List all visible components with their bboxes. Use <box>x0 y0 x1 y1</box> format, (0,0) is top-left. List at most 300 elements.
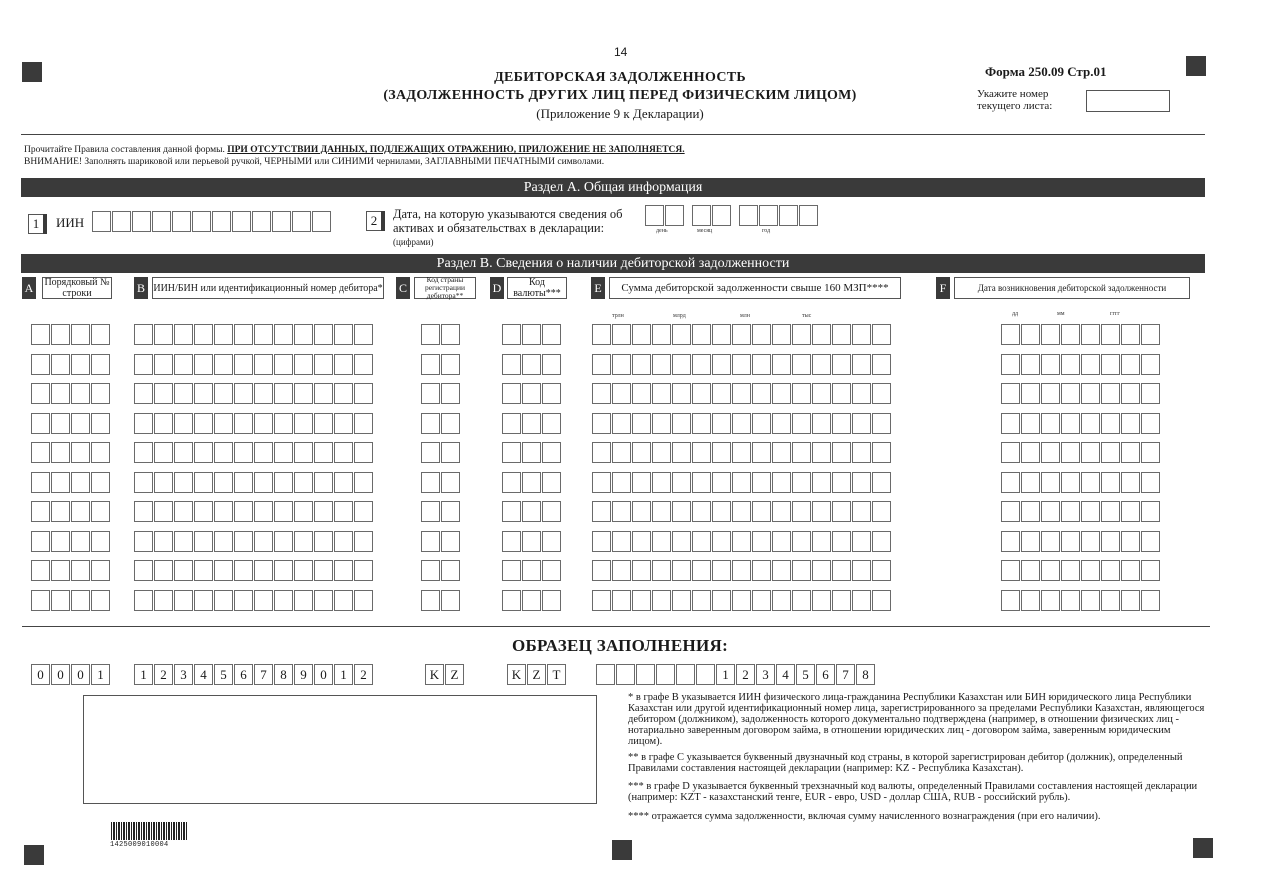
table-cell[interactable] <box>752 501 771 522</box>
table-cell[interactable] <box>812 442 831 463</box>
table-cell[interactable] <box>832 413 851 434</box>
iin-cell[interactable] <box>312 211 331 232</box>
table-cell[interactable] <box>612 531 631 552</box>
table-cell[interactable] <box>71 590 90 611</box>
table-cell[interactable] <box>1081 590 1100 611</box>
table-cell[interactable] <box>542 531 561 552</box>
table-cell[interactable] <box>652 531 671 552</box>
table-cell[interactable] <box>214 590 233 611</box>
table-cell[interactable] <box>334 383 353 404</box>
table-cell[interactable] <box>421 531 440 552</box>
table-cell[interactable] <box>632 501 651 522</box>
table-cell[interactable] <box>752 472 771 493</box>
debtor-id-cells[interactable] <box>134 472 373 493</box>
table-cell[interactable] <box>752 560 771 581</box>
table-cell[interactable] <box>134 560 153 581</box>
table-cell[interactable] <box>502 472 521 493</box>
table-cell[interactable] <box>792 413 811 434</box>
debtor-id-cells[interactable] <box>134 442 373 463</box>
table-cell[interactable] <box>732 531 751 552</box>
table-cell[interactable] <box>314 472 333 493</box>
amount-cells[interactable] <box>592 442 891 463</box>
table-cell[interactable] <box>632 590 651 611</box>
table-cell[interactable] <box>254 354 273 375</box>
iin-cell[interactable] <box>112 211 131 232</box>
table-cell[interactable] <box>672 590 691 611</box>
table-cell[interactable] <box>31 501 50 522</box>
table-cell[interactable] <box>1021 472 1040 493</box>
table-cell[interactable] <box>672 531 691 552</box>
table-cell[interactable] <box>542 413 561 434</box>
table-cell[interactable] <box>1061 472 1080 493</box>
table-cell[interactable] <box>31 560 50 581</box>
table-cell[interactable] <box>71 383 90 404</box>
table-cell[interactable] <box>194 501 213 522</box>
table-cell[interactable] <box>214 324 233 345</box>
table-cell[interactable] <box>1081 324 1100 345</box>
table-cell[interactable] <box>812 354 831 375</box>
table-cell[interactable] <box>1061 531 1080 552</box>
amount-cells[interactable] <box>592 590 891 611</box>
table-cell[interactable] <box>294 383 313 404</box>
table-cell[interactable] <box>1001 501 1020 522</box>
table-cell[interactable] <box>792 442 811 463</box>
table-cell[interactable] <box>194 590 213 611</box>
table-cell[interactable] <box>672 442 691 463</box>
table-cell[interactable] <box>752 531 771 552</box>
table-cell[interactable] <box>441 442 460 463</box>
table-cell[interactable] <box>1041 413 1060 434</box>
table-cell[interactable] <box>522 560 541 581</box>
table-cell[interactable] <box>872 531 891 552</box>
table-cell[interactable] <box>174 383 193 404</box>
date-month-cells[interactable] <box>692 205 731 226</box>
table-cell[interactable] <box>632 324 651 345</box>
table-cell[interactable] <box>314 501 333 522</box>
iin-cell[interactable] <box>232 211 251 232</box>
table-cell[interactable] <box>214 472 233 493</box>
iin-cell[interactable] <box>152 211 171 232</box>
table-cell[interactable] <box>772 590 791 611</box>
table-cell[interactable] <box>502 531 521 552</box>
table-cell[interactable] <box>214 501 233 522</box>
table-cell[interactable] <box>274 472 293 493</box>
table-cell[interactable] <box>294 354 313 375</box>
table-cell[interactable] <box>502 501 521 522</box>
table-cell[interactable] <box>234 413 253 434</box>
table-cell[interactable] <box>712 413 731 434</box>
table-cell[interactable] <box>832 354 851 375</box>
table-cell[interactable] <box>274 324 293 345</box>
table-cell[interactable] <box>254 531 273 552</box>
table-cell[interactable] <box>421 354 440 375</box>
amount-cells[interactable] <box>592 383 891 404</box>
table-cell[interactable] <box>1021 590 1040 611</box>
table-cell[interactable] <box>314 324 333 345</box>
receivable-date-cells[interactable] <box>1001 383 1160 404</box>
table-cell[interactable] <box>502 413 521 434</box>
table-cell[interactable] <box>174 354 193 375</box>
table-cell[interactable] <box>1001 324 1020 345</box>
table-cell[interactable] <box>852 531 871 552</box>
table-cell[interactable] <box>154 501 173 522</box>
table-cell[interactable] <box>652 383 671 404</box>
table-cell[interactable] <box>872 324 891 345</box>
table-cell[interactable] <box>441 560 460 581</box>
table-cell[interactable] <box>812 501 831 522</box>
table-cell[interactable] <box>1001 472 1020 493</box>
table-cell[interactable] <box>752 442 771 463</box>
table-cell[interactable] <box>792 590 811 611</box>
date-cell[interactable] <box>799 205 818 226</box>
table-cell[interactable] <box>274 383 293 404</box>
table-cell[interactable] <box>51 383 70 404</box>
table-cell[interactable] <box>772 442 791 463</box>
table-cell[interactable] <box>1021 442 1040 463</box>
debtor-id-cells[interactable] <box>134 531 373 552</box>
table-cell[interactable] <box>772 413 791 434</box>
table-cell[interactable] <box>1081 383 1100 404</box>
table-cell[interactable] <box>672 383 691 404</box>
table-cell[interactable] <box>71 531 90 552</box>
table-cell[interactable] <box>294 531 313 552</box>
row-number-cells[interactable] <box>31 560 110 581</box>
table-cell[interactable] <box>732 560 751 581</box>
table-cell[interactable] <box>832 324 851 345</box>
table-cell[interactable] <box>354 501 373 522</box>
table-cell[interactable] <box>154 324 173 345</box>
table-cell[interactable] <box>354 324 373 345</box>
table-cell[interactable] <box>31 383 50 404</box>
table-cell[interactable] <box>732 501 751 522</box>
table-cell[interactable] <box>354 354 373 375</box>
receivable-date-cells[interactable] <box>1001 413 1160 434</box>
currency-code-cells[interactable] <box>502 590 561 611</box>
debtor-id-cells[interactable] <box>134 560 373 581</box>
table-cell[interactable] <box>732 472 751 493</box>
table-cell[interactable] <box>174 560 193 581</box>
amount-cells[interactable] <box>592 324 891 345</box>
table-cell[interactable] <box>314 560 333 581</box>
table-cell[interactable] <box>1021 531 1040 552</box>
table-cell[interactable] <box>502 354 521 375</box>
table-cell[interactable] <box>522 383 541 404</box>
table-cell[interactable] <box>274 501 293 522</box>
iin-cell[interactable] <box>252 211 271 232</box>
table-cell[interactable] <box>832 560 851 581</box>
table-cell[interactable] <box>1041 590 1060 611</box>
country-code-cells[interactable] <box>421 472 460 493</box>
receivable-date-cells[interactable] <box>1001 324 1160 345</box>
table-cell[interactable] <box>872 413 891 434</box>
table-cell[interactable] <box>214 531 233 552</box>
table-cell[interactable] <box>652 472 671 493</box>
table-cell[interactable] <box>652 501 671 522</box>
table-cell[interactable] <box>134 324 153 345</box>
country-code-cells[interactable] <box>421 354 460 375</box>
receivable-date-cells[interactable] <box>1001 501 1160 522</box>
table-cell[interactable] <box>772 324 791 345</box>
receivable-date-cells[interactable] <box>1001 560 1160 581</box>
table-cell[interactable] <box>652 413 671 434</box>
table-cell[interactable] <box>502 383 521 404</box>
row-number-cells[interactable] <box>31 442 110 463</box>
table-cell[interactable] <box>872 354 891 375</box>
table-cell[interactable] <box>294 560 313 581</box>
table-cell[interactable] <box>421 472 440 493</box>
table-cell[interactable] <box>154 354 173 375</box>
table-cell[interactable] <box>334 442 353 463</box>
table-cell[interactable] <box>1101 590 1120 611</box>
table-cell[interactable] <box>692 501 711 522</box>
table-cell[interactable] <box>334 501 353 522</box>
table-cell[interactable] <box>592 354 611 375</box>
table-cell[interactable] <box>502 324 521 345</box>
iin-cell[interactable] <box>212 211 231 232</box>
table-cell[interactable] <box>812 531 831 552</box>
iin-input-cells[interactable] <box>92 211 331 232</box>
table-cell[interactable] <box>1081 442 1100 463</box>
table-cell[interactable] <box>872 590 891 611</box>
free-text-box[interactable] <box>83 695 597 804</box>
country-code-cells[interactable] <box>421 531 460 552</box>
table-cell[interactable] <box>1121 472 1140 493</box>
table-cell[interactable] <box>1081 560 1100 581</box>
table-cell[interactable] <box>1061 413 1080 434</box>
receivable-date-cells[interactable] <box>1001 472 1160 493</box>
debtor-id-cells[interactable] <box>134 413 373 434</box>
table-cell[interactable] <box>632 383 651 404</box>
table-cell[interactable] <box>51 324 70 345</box>
table-cell[interactable] <box>31 442 50 463</box>
table-cell[interactable] <box>134 383 153 404</box>
table-cell[interactable] <box>652 354 671 375</box>
table-cell[interactable] <box>672 472 691 493</box>
table-cell[interactable] <box>732 442 751 463</box>
table-cell[interactable] <box>592 383 611 404</box>
table-cell[interactable] <box>174 590 193 611</box>
table-cell[interactable] <box>334 354 353 375</box>
table-cell[interactable] <box>254 413 273 434</box>
table-cell[interactable] <box>441 354 460 375</box>
currency-code-cells[interactable] <box>502 413 561 434</box>
table-cell[interactable] <box>154 383 173 404</box>
table-cell[interactable] <box>672 324 691 345</box>
table-cell[interactable] <box>421 413 440 434</box>
table-cell[interactable] <box>91 354 110 375</box>
date-cell[interactable] <box>665 205 684 226</box>
table-cell[interactable] <box>71 354 90 375</box>
table-cell[interactable] <box>254 472 273 493</box>
table-cell[interactable] <box>194 413 213 434</box>
table-cell[interactable] <box>314 354 333 375</box>
table-cell[interactable] <box>672 560 691 581</box>
table-cell[interactable] <box>1121 531 1140 552</box>
table-cell[interactable] <box>1101 354 1120 375</box>
table-cell[interactable] <box>1141 413 1160 434</box>
table-cell[interactable] <box>872 442 891 463</box>
table-cell[interactable] <box>234 383 253 404</box>
table-cell[interactable] <box>1081 472 1100 493</box>
debtor-id-cells[interactable] <box>134 354 373 375</box>
table-cell[interactable] <box>334 560 353 581</box>
table-cell[interactable] <box>812 560 831 581</box>
table-cell[interactable] <box>31 472 50 493</box>
table-cell[interactable] <box>1001 442 1020 463</box>
table-cell[interactable] <box>214 354 233 375</box>
table-cell[interactable] <box>712 324 731 345</box>
table-cell[interactable] <box>592 324 611 345</box>
table-cell[interactable] <box>852 383 871 404</box>
table-cell[interactable] <box>174 531 193 552</box>
table-cell[interactable] <box>91 442 110 463</box>
table-cell[interactable] <box>421 383 440 404</box>
table-cell[interactable] <box>852 324 871 345</box>
table-cell[interactable] <box>71 413 90 434</box>
table-cell[interactable] <box>732 590 751 611</box>
row-number-cells[interactable] <box>31 590 110 611</box>
table-cell[interactable] <box>154 590 173 611</box>
table-cell[interactable] <box>652 324 671 345</box>
table-cell[interactable] <box>692 354 711 375</box>
table-cell[interactable] <box>592 560 611 581</box>
table-cell[interactable] <box>612 560 631 581</box>
table-cell[interactable] <box>294 442 313 463</box>
table-cell[interactable] <box>692 324 711 345</box>
table-cell[interactable] <box>441 590 460 611</box>
table-cell[interactable] <box>1001 560 1020 581</box>
table-cell[interactable] <box>134 590 153 611</box>
table-cell[interactable] <box>91 413 110 434</box>
table-cell[interactable] <box>51 501 70 522</box>
table-cell[interactable] <box>872 560 891 581</box>
date-cell[interactable] <box>712 205 731 226</box>
iin-cell[interactable] <box>172 211 191 232</box>
iin-cell[interactable] <box>192 211 211 232</box>
table-cell[interactable] <box>1141 531 1160 552</box>
table-cell[interactable] <box>652 442 671 463</box>
table-cell[interactable] <box>314 590 333 611</box>
table-cell[interactable] <box>1061 560 1080 581</box>
table-cell[interactable] <box>314 383 333 404</box>
table-cell[interactable] <box>441 324 460 345</box>
table-cell[interactable] <box>712 501 731 522</box>
table-cell[interactable] <box>632 354 651 375</box>
table-cell[interactable] <box>652 590 671 611</box>
table-cell[interactable] <box>134 501 153 522</box>
table-cell[interactable] <box>274 590 293 611</box>
table-cell[interactable] <box>712 442 731 463</box>
iin-cell[interactable] <box>292 211 311 232</box>
table-cell[interactable] <box>1121 501 1140 522</box>
table-cell[interactable] <box>441 383 460 404</box>
table-cell[interactable] <box>91 531 110 552</box>
table-cell[interactable] <box>314 442 333 463</box>
table-cell[interactable] <box>51 442 70 463</box>
table-cell[interactable] <box>174 472 193 493</box>
table-cell[interactable] <box>632 472 651 493</box>
table-cell[interactable] <box>174 324 193 345</box>
table-cell[interactable] <box>542 472 561 493</box>
table-cell[interactable] <box>502 442 521 463</box>
table-cell[interactable] <box>772 383 791 404</box>
debtor-id-cells[interactable] <box>134 324 373 345</box>
table-cell[interactable] <box>1141 590 1160 611</box>
table-cell[interactable] <box>652 560 671 581</box>
table-cell[interactable] <box>502 560 521 581</box>
table-cell[interactable] <box>31 531 50 552</box>
table-cell[interactable] <box>1101 531 1120 552</box>
table-cell[interactable] <box>1041 560 1060 581</box>
table-cell[interactable] <box>522 413 541 434</box>
table-cell[interactable] <box>1021 383 1040 404</box>
currency-code-cells[interactable] <box>502 442 561 463</box>
table-cell[interactable] <box>542 383 561 404</box>
table-cell[interactable] <box>1101 560 1120 581</box>
table-cell[interactable] <box>852 590 871 611</box>
table-cell[interactable] <box>1081 354 1100 375</box>
row-number-cells[interactable] <box>31 472 110 493</box>
table-cell[interactable] <box>672 413 691 434</box>
table-cell[interactable] <box>692 472 711 493</box>
table-cell[interactable] <box>1041 383 1060 404</box>
table-cell[interactable] <box>612 501 631 522</box>
table-cell[interactable] <box>421 560 440 581</box>
date-day-cells[interactable] <box>645 205 684 226</box>
table-cell[interactable] <box>752 413 771 434</box>
table-cell[interactable] <box>752 590 771 611</box>
table-cell[interactable] <box>1021 413 1040 434</box>
table-cell[interactable] <box>71 324 90 345</box>
table-cell[interactable] <box>772 531 791 552</box>
table-cell[interactable] <box>174 413 193 434</box>
table-cell[interactable] <box>612 442 631 463</box>
table-cell[interactable] <box>832 472 851 493</box>
table-cell[interactable] <box>334 531 353 552</box>
table-cell[interactable] <box>732 324 751 345</box>
table-cell[interactable] <box>812 413 831 434</box>
table-cell[interactable] <box>522 501 541 522</box>
table-cell[interactable] <box>732 383 751 404</box>
row-number-cells[interactable] <box>31 413 110 434</box>
iin-cell[interactable] <box>272 211 291 232</box>
table-cell[interactable] <box>612 413 631 434</box>
table-cell[interactable] <box>852 560 871 581</box>
table-cell[interactable] <box>1141 383 1160 404</box>
table-cell[interactable] <box>441 531 460 552</box>
table-cell[interactable] <box>1041 354 1060 375</box>
table-cell[interactable] <box>421 590 440 611</box>
table-cell[interactable] <box>1061 590 1080 611</box>
table-cell[interactable] <box>1021 501 1040 522</box>
table-cell[interactable] <box>441 501 460 522</box>
table-cell[interactable] <box>542 501 561 522</box>
table-cell[interactable] <box>752 354 771 375</box>
table-cell[interactable] <box>1021 354 1040 375</box>
date-cell[interactable] <box>739 205 758 226</box>
table-cell[interactable] <box>214 442 233 463</box>
table-cell[interactable] <box>334 590 353 611</box>
country-code-cells[interactable] <box>421 442 460 463</box>
table-cell[interactable] <box>1121 590 1140 611</box>
table-cell[interactable] <box>154 531 173 552</box>
table-cell[interactable] <box>1101 413 1120 434</box>
table-cell[interactable] <box>1041 442 1060 463</box>
country-code-cells[interactable] <box>421 590 460 611</box>
table-cell[interactable] <box>832 590 851 611</box>
table-cell[interactable] <box>1001 413 1020 434</box>
table-cell[interactable] <box>214 413 233 434</box>
